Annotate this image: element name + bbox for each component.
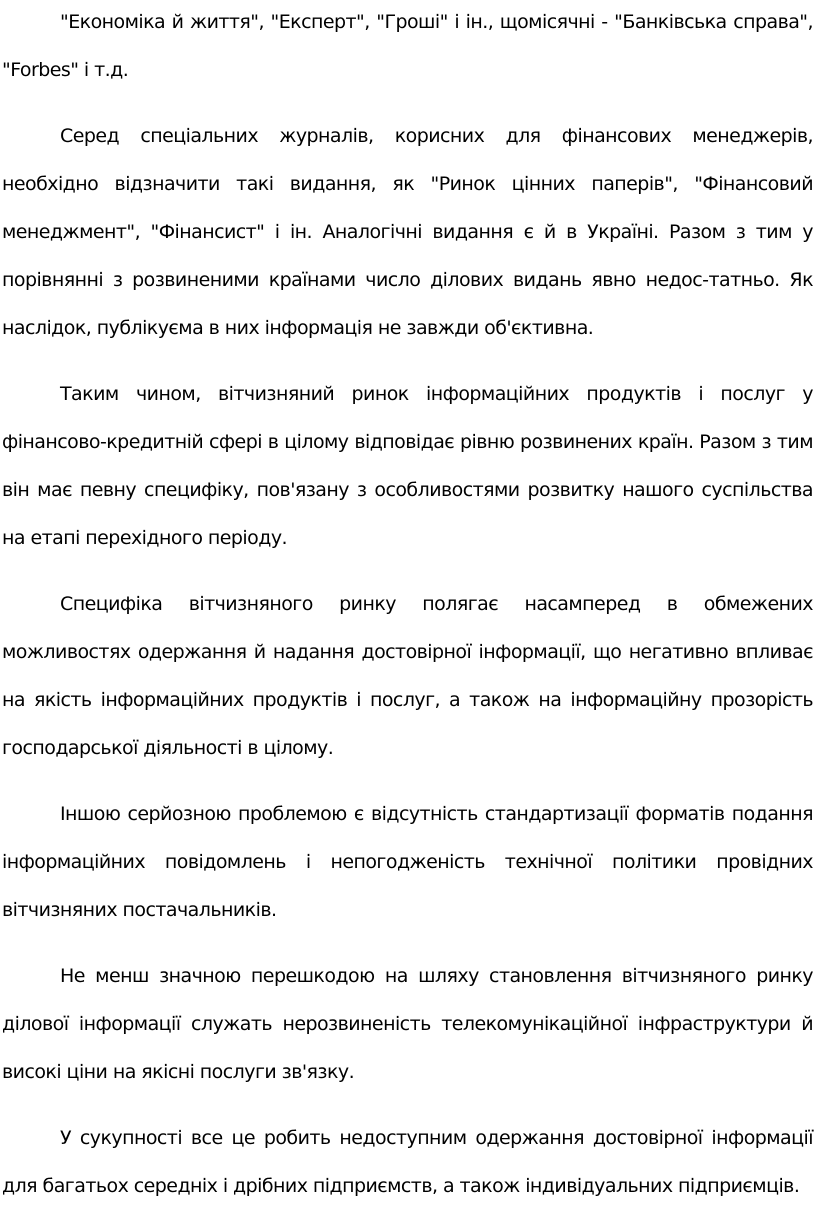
paragraph-2: Серед спеціальних журналів, корисних для фінансових менеджерів, необхідно відзначити такі видання, як "Ринок цінних паперів", "Фінансовий менеджмент", "Фінансист" і ін. Аналогічні видання є й в Україні. Разом з тим у порівнянні з розвиненими країнами число ділових видань явно недос-татньо. Як наслідок, публікуєма в них інформація не завжди об'єктивна. xyxy=(2,125,813,339)
paragraph-6: Не менш значною перешкодою на шляху становлення вітчизняного ринку ділової інформації служать нерозвиненість телекомунікаційної інфраструктури й високі ціни на якісні послуги зв'язку. xyxy=(2,965,813,1083)
paragraph-5: Іншою серйозною проблемою є відсутність стандартизації форматів подання інформаційних повідомлень і непогодженість технічної політики провідних вітчизняних постачальників. xyxy=(2,803,813,921)
paragraph-4: Специфіка вітчизняного ринку полягає насамперед в обмежених можливостях одержання й надання достовірної інформації, що негативно впливає на якість інформаційних продуктів і послуг, а також на інформаційну прозорість господарської діяльності в цілому. xyxy=(2,593,813,759)
paragraph-3: Таким чином, вітчизняний ринок інформаційних продуктів і послуг у фінансово-кредитній сфері в цілому відповідає рівню розвинених країн. Разом з тим він має певну специфіку, пов'язану з особливостями розвитку нашого суспільства на етапі перехідного періоду. xyxy=(2,383,813,549)
paragraph-1: "Економіка й життя", "Експерт", "Гроші" і ін., щомісячні - "Банківська справа", "Forbes" і т.д. xyxy=(2,11,813,81)
paragraph-7: У сукупності все це робить недоступним одержання достовірної інформації для багатьох середніх і дрібних підприємств, а також індивідуальних підприємців. xyxy=(2,1127,813,1197)
